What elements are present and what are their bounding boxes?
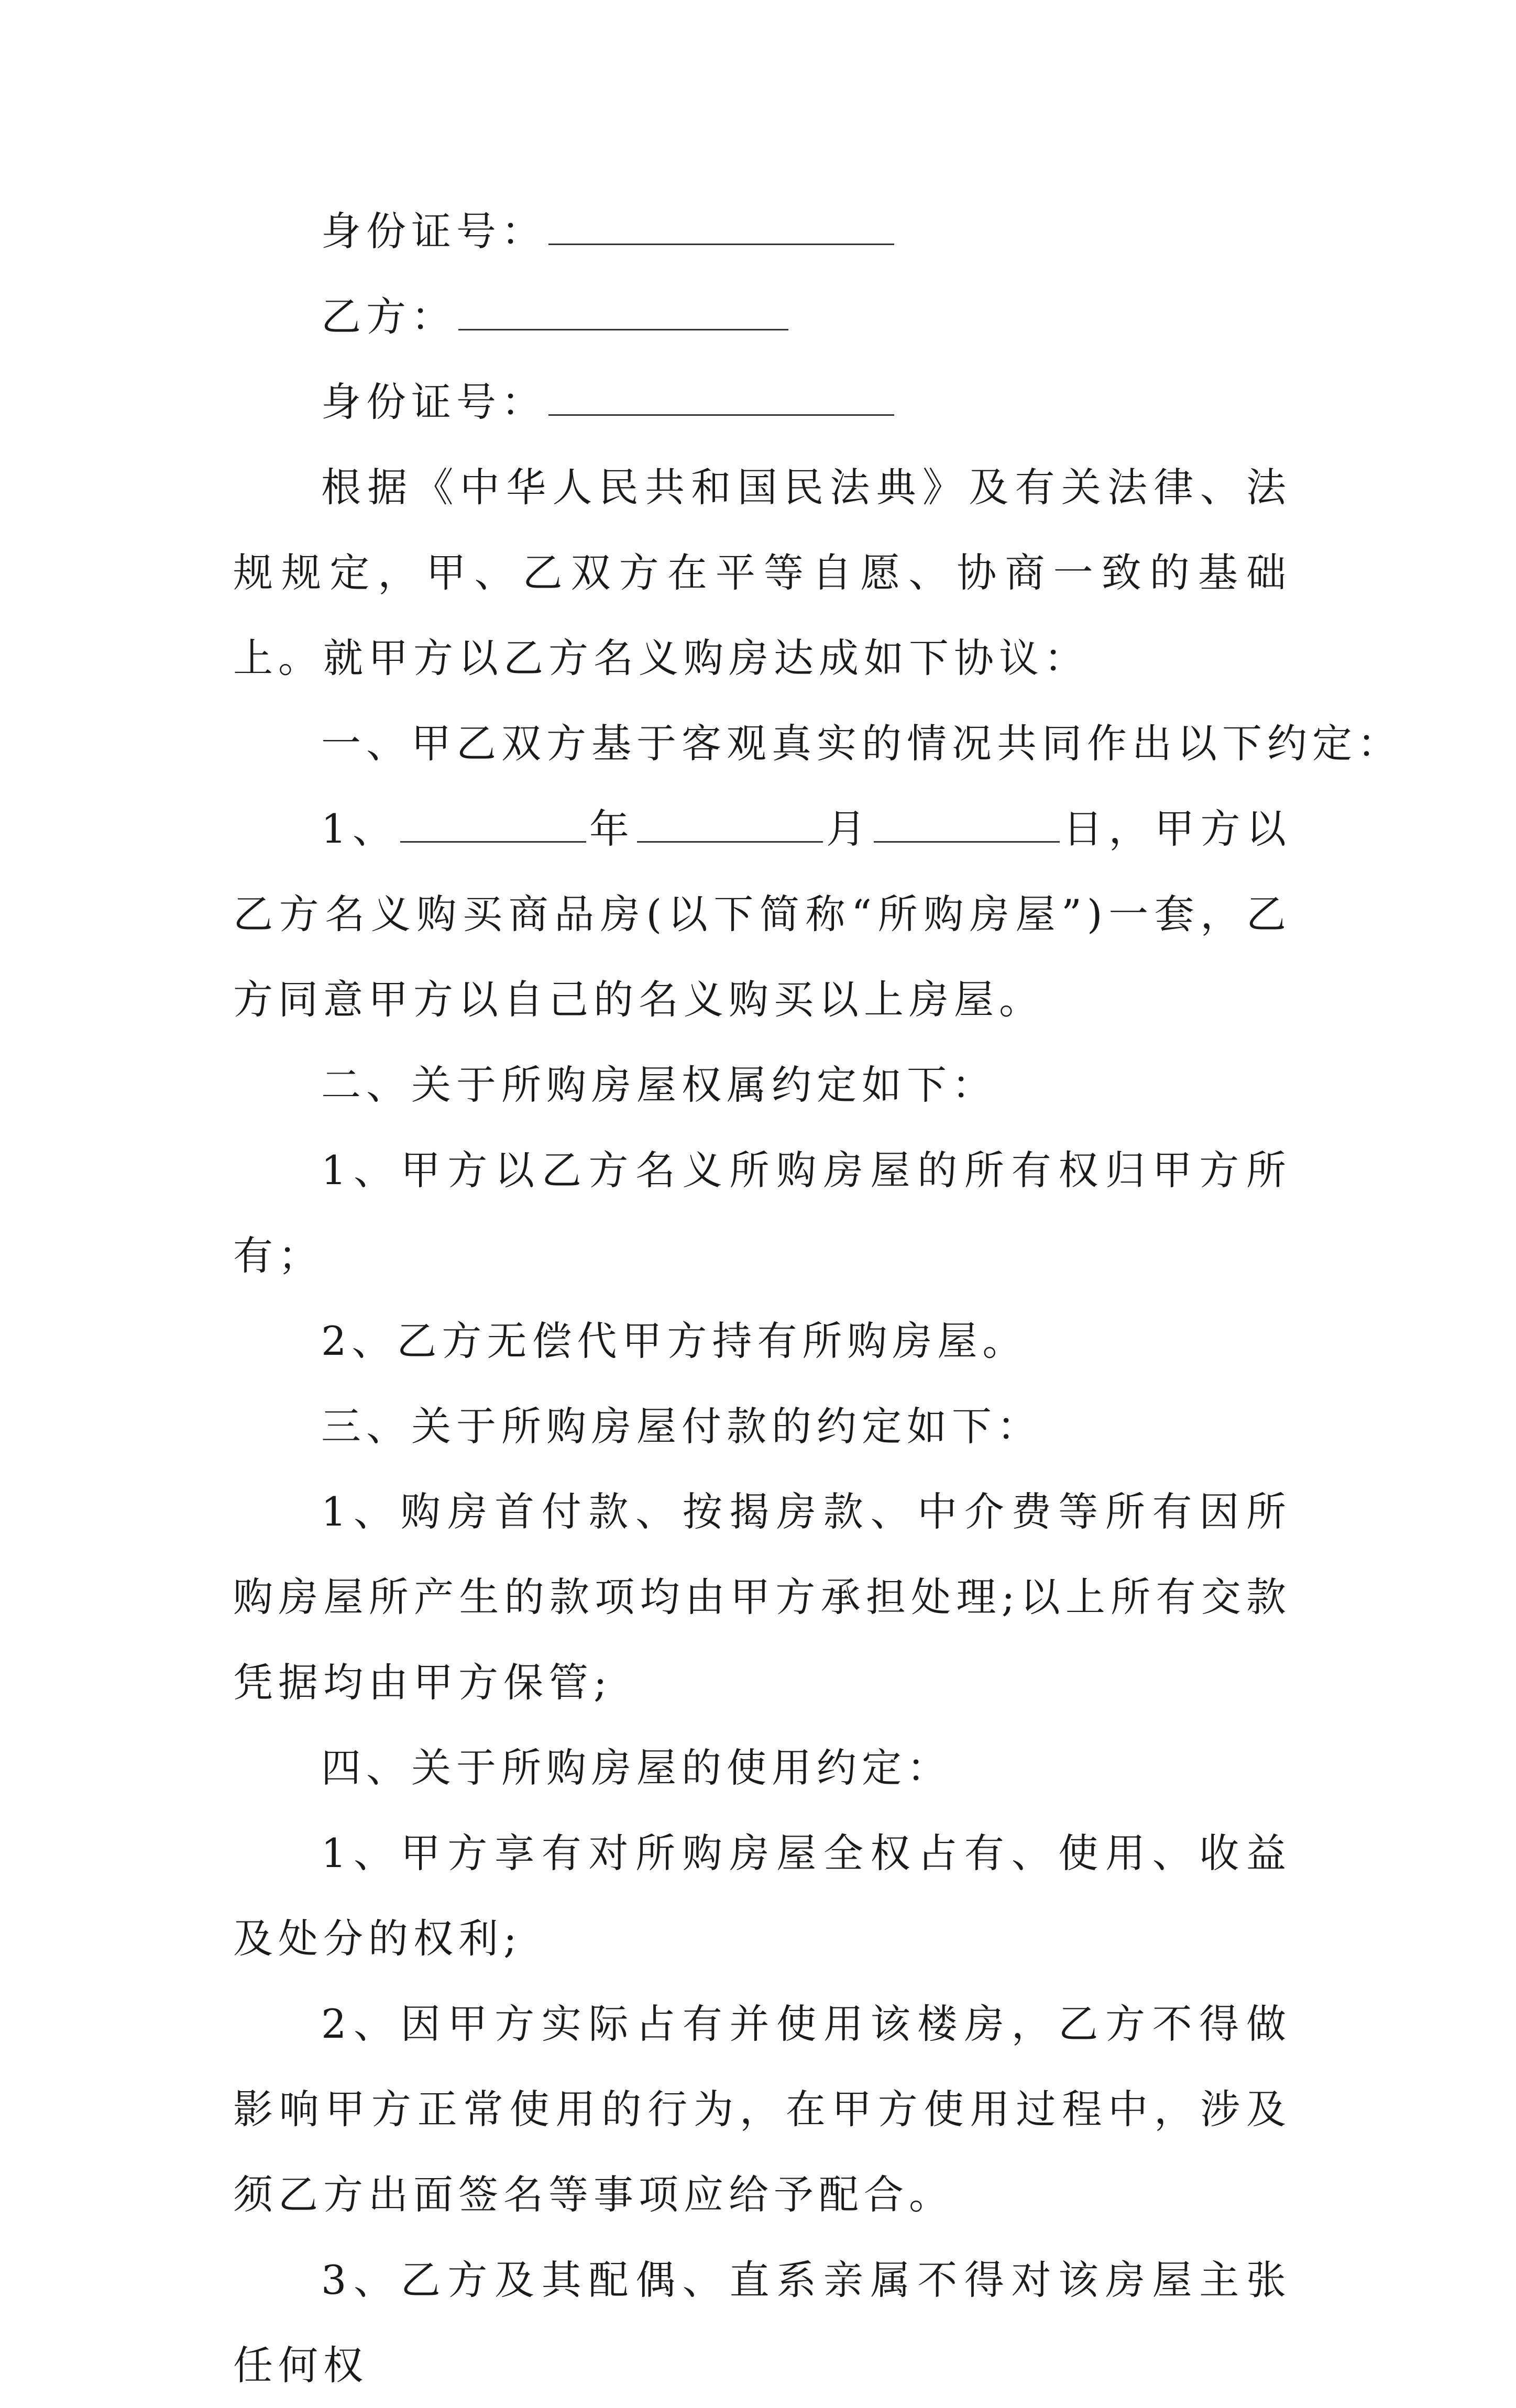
section-3-item-1: 1、购房首付款、按揭房款、中介费等所有因所购房屋所产生的款项均由甲方承担处理;以上所有交款凭据均由甲方保管; — [233, 1488, 1291, 1706]
section-4-item-2: 2、因甲方实际占有并使用该楼房，乙方不得做影响甲方正常使用的行为，在甲方使用过程中，涉及须乙方出面签名等事项应给予配合。 — [233, 2001, 1291, 2218]
day-blank[interactable] — [874, 810, 1060, 843]
section-1-title: 一、甲乙双方基于客观真实的情况共同作出以下约定： — [321, 720, 1402, 767]
month-label: 月 — [825, 805, 872, 852]
section-2-title: 二、关于所购房屋权属约定如下： — [321, 1062, 997, 1108]
year-blank[interactable] — [400, 810, 586, 843]
month-blank[interactable] — [637, 810, 823, 843]
party-b-label: 乙方： — [321, 293, 456, 340]
party-a-id-line — [233, 189, 1291, 274]
section-4-item-1: 1、甲方享有对所购房屋全权占有、使用、收益及处分的权利; — [233, 1830, 1291, 1962]
document-body — [233, 189, 1402, 2408]
party-a-id-blank[interactable] — [548, 212, 894, 245]
section-4-title: 四、关于所购房屋的使用约定： — [321, 1744, 952, 1791]
party-b-id-line — [233, 359, 1291, 445]
party-b-name-blank[interactable] — [458, 297, 788, 330]
intro-paragraph: 根据《中华人民共和国民法典》及有关法律、法规规定，甲、乙双方在平等自愿、协商一致的基础上。就甲方以乙方名义购房达成如下协议： — [233, 464, 1291, 681]
section-1-item-1 — [233, 786, 1291, 1042]
year-label: 年 — [588, 805, 635, 852]
party-b-id-blank[interactable] — [548, 383, 894, 416]
party-b-line — [233, 274, 1291, 359]
id-number-label: 身份证号： — [321, 208, 546, 255]
item-number: 1、 — [321, 805, 399, 852]
section-2-item-2: 2、乙方无偿代甲方持有所购房屋。 — [321, 1318, 1028, 1364]
item-text: 日，甲方以乙方名义购买商品房(以下简称“所购房屋”)一套，乙方同意甲方以自己的名义购买以上房屋。 — [233, 805, 1292, 1023]
section-2-item-1: 1、甲方以乙方名义所购房屋的所有权归甲方所有； — [233, 1147, 1291, 1279]
section-4-item-3: 3、乙方及其配偶、直系亲属不得对该房屋主张任何权 — [233, 2257, 1291, 2389]
id-number-label: 身份证号： — [321, 379, 546, 425]
section-3-title: 三、关于所购房屋付款的约定如下： — [321, 1403, 1042, 1450]
